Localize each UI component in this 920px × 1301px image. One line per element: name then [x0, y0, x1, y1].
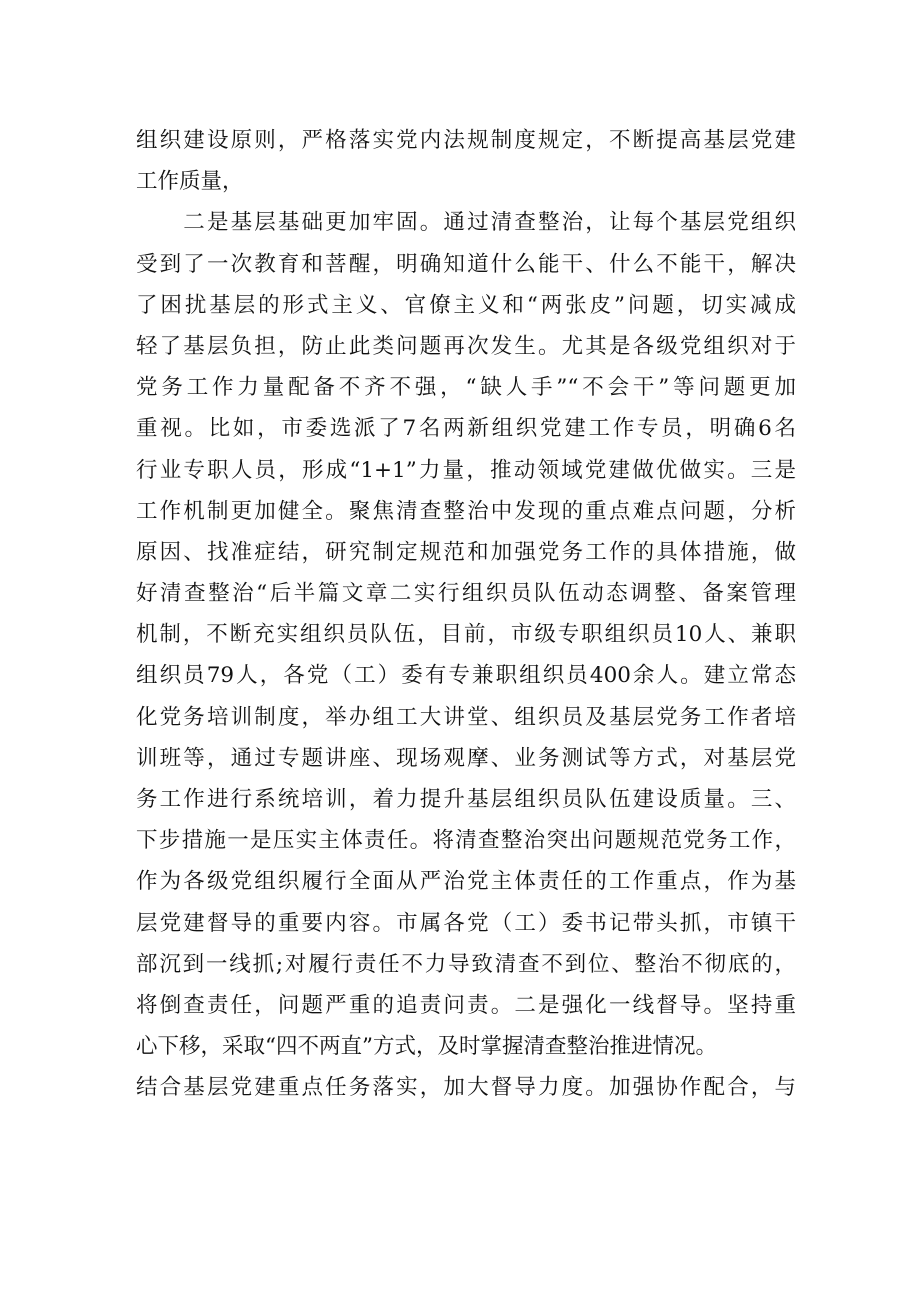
text-line: 党务工作力量配备不齐不强，“缺人手”“不会干”等问题更加 — [136, 375, 796, 401]
text-line: 行业专职人员，形成“1+1”力量，推动领域党建做优做实。三是 — [136, 457, 796, 483]
text-line: 组织建设原则，严格落实党内法规制度规定，不断提高基层党建 — [136, 128, 796, 153]
text-line: 轻了基层负担，防止此类问题再次发生。尤其是各级党组织对于 — [136, 333, 796, 359]
text-line: 务工作进行系统培训，着力提升基层组织员队伍建设质量。三、 — [136, 787, 796, 812]
text-line: 心下移，采取“四不两直”方式，及时掌握清查整治推进情况。 — [136, 1034, 717, 1060]
text-line: 原因、找准症结，研究制定规范和加强党务工作的具体措施，做 — [136, 539, 796, 565]
text-line: 工作机制更加健全。聚焦清查整治中发现的重点难点问题，分析 — [136, 498, 796, 524]
text-line: 受到了一次教育和菩醒，明确知道什么能干、什么不能干，解决 — [136, 251, 796, 277]
text-line: 了困扰基层的形式主义、官僚主义和“两张皮”问题，切实减成 — [136, 292, 796, 318]
body-text — [136, 120, 796, 1109]
text-line: 工作质量， — [136, 169, 244, 195]
text-line: 训班等，通过专题讲座、现场观摩、业务测试等方式，对基层党 — [136, 745, 796, 771]
text-line: 下步措施一是压实主体责任。将清查整治突出问题规范党务工作， — [136, 828, 796, 854]
text-line: 结合基层党建重点任务落实，加大督导力度。加强协作配合，与 — [136, 1075, 796, 1101]
text-line: 重视。比如，市委选派了7名两新组织党建工作专员，明确6名 — [136, 416, 796, 442]
text-line: 二是基层基础更加牢固。通过清查整治，让每个基层党组织 — [136, 210, 796, 236]
text-line: 作为各级党组织履行全面从严治党主体责任的工作重点，作为基 — [136, 869, 796, 895]
text-line: 组织员79人，各党（工）委有专兼职组织员400余人。建立常态 — [136, 663, 796, 689]
text-line: 好清查整治“后半篇文章二实行组织员队伍动态调整、备案管理 — [136, 581, 796, 607]
text-line: 化党务培训制度，举办组工大讲堂、组织员及基层党务工作者培 — [136, 704, 796, 730]
text-line: 将倒查责任，问题严重的追责问责。二是强化一线督导。坚持重 — [136, 992, 796, 1018]
text-line: 机制，不断充实组织员队伍，目前，市级专职组织员10人、兼职 — [136, 622, 796, 648]
text-line: 部沉到一线抓;对履行责任不力导致清查不到位、整治不彻底的， — [136, 951, 796, 977]
text-line: 层党建督导的重要内容。市属各党（工）委书记带头抓，市镇干 — [136, 910, 796, 936]
